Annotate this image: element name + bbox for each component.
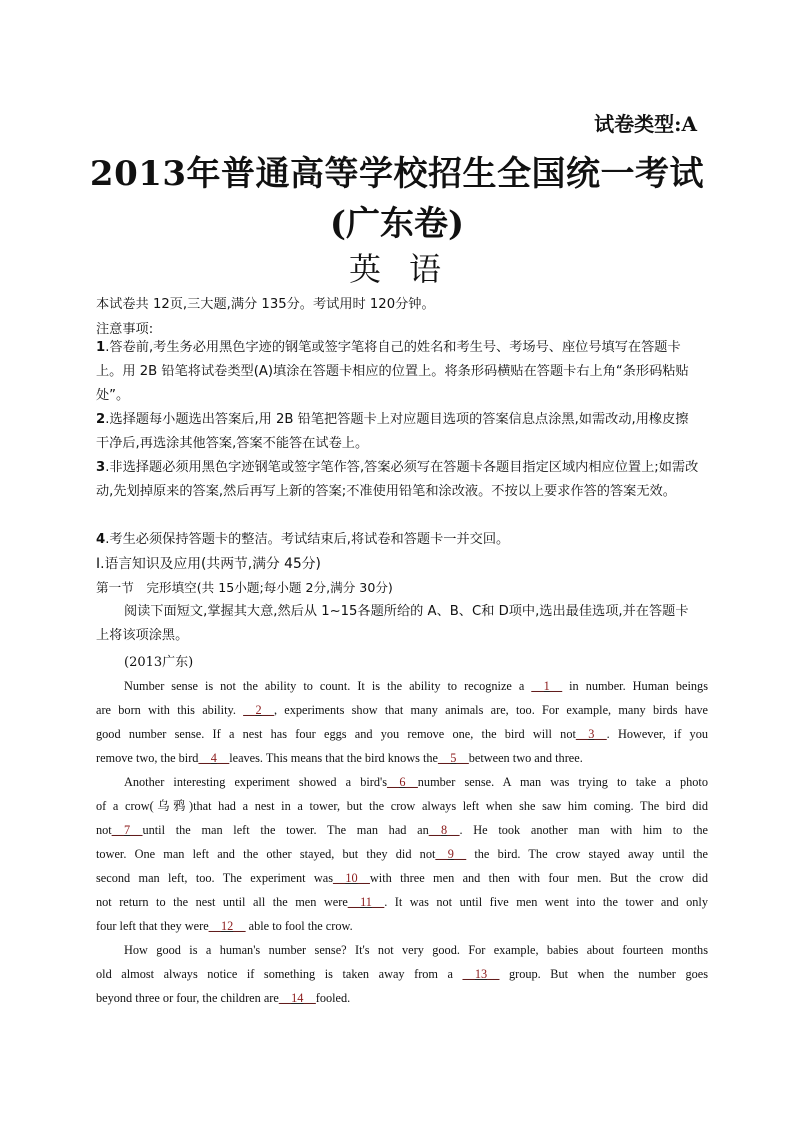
exam-subtitle: (广东卷) [329, 204, 465, 244]
passage-text: beyond three or four, the children are [96, 991, 279, 1005]
passage-text: second man left, too. The experiment was [96, 871, 334, 885]
subject-title: 英语 [348, 250, 469, 288]
notes-heading: 注意事项: [96, 322, 154, 337]
note-item: 4.考生必须保持答题卡的整洁。考试结束后,将试卷和答题卡一并交回。 [96, 532, 510, 547]
passage-line [96, 866, 708, 890]
cloze-blank: __2__ [243, 703, 274, 717]
note-item: 3.非选择题必须用黑色字迹钢笔或签字笔作答,答案必须写在答题卡各题目指定区域内相应位置上;如需改动,先划掉原来的答案,然后再写上新的答案;不准使用铅笔和涂改液。不按以上要求作答的答案无效。 [96, 460, 699, 499]
paper-type-label: 试卷类型:A [594, 112, 697, 136]
passage-paragraph-2 [96, 770, 708, 938]
passage-line [96, 674, 708, 698]
passage-line [96, 914, 708, 938]
passage-text: the bird. The crow stayed away until the [466, 847, 709, 861]
passage-text: , experiments show that many animals are, too. For example, many birds have [273, 703, 709, 717]
passage-text: remove two, the bird [96, 751, 199, 765]
cloze-blank: __4__ [198, 751, 230, 765]
passage-text: are born with this ability. [96, 703, 244, 717]
passage-text: of a crow(乌鸦)that had a nest in a tower, but the crow always left when she saw him coming. The bird did [96, 799, 708, 813]
passage-line [96, 890, 708, 914]
passage-text: fooled. [315, 991, 351, 1005]
section-heading: Ⅰ.语言知识及应用(共两节,满分 45分) [96, 556, 321, 572]
cloze-blank: __8__ [428, 823, 460, 837]
passage-text: group. But when the number goes [499, 967, 708, 981]
subsection-heading: 第一节 完形填空(共 15小题;每小题 2分,满分 30分) [96, 580, 393, 595]
cloze-blank: __13__ [462, 967, 500, 981]
passage-text: four left that they were [96, 919, 209, 933]
passage-text: tower. One man left and the other stayed, but they did not [96, 847, 436, 861]
cloze-blank: __11__ [347, 895, 385, 909]
passage-text: old almost always notice if something is taken away from a [96, 967, 463, 981]
cloze-blank: __10__ [333, 871, 370, 885]
passage-paragraph-3 [96, 938, 708, 1010]
passage-text: leaves. This means that the bird knows the [229, 751, 438, 765]
passage-text: in number. Human beings [562, 679, 708, 693]
cloze-blank: __1__ [531, 679, 563, 693]
passage-line [96, 722, 708, 746]
passage-text: with three men and then with four men. But the crow did [369, 871, 708, 885]
passage-text: able to fool the crow. [245, 919, 353, 933]
passage-text: until the man left the tower. The man had an [142, 823, 429, 837]
passage-text: . He took another man with him to the [459, 823, 708, 837]
passage-line [96, 746, 708, 770]
passage-paragraph-1 [96, 674, 708, 770]
passage-text: Number sense is not the ability to count. It is the ability to recognize a [124, 679, 532, 693]
exam-title: 2013年普通高等学校招生全国统一考试 [89, 154, 705, 194]
passage-text: good number sense. If a nest has four eggs and you remove one, the bird will not [96, 727, 576, 741]
passage-line [96, 842, 708, 866]
cloze-blank: __3__ [575, 727, 607, 741]
passage-text: How good is a human's number sense? It's not very good. For example, babies about fourteen months [124, 943, 708, 957]
passage-line [96, 794, 708, 818]
passage-text: not [96, 823, 112, 837]
cloze-instruction: 阅读下面短文,掌握其大意,然后从 1~15各题所给的 A、B、C和 D项中,选出最佳选项,并在答题卡上将该项涂黑。 [96, 604, 689, 643]
passage-text: Another interesting experiment showed a bird's [124, 775, 388, 789]
cloze-blank: __9__ [435, 847, 467, 861]
passage-line [96, 698, 708, 722]
passage-text: between two and three. [468, 751, 583, 765]
cloze-blank: __5__ [437, 751, 469, 765]
passage-line [96, 986, 708, 1010]
cloze-blank: __12__ [208, 919, 246, 933]
cloze-blank: __7__ [111, 823, 143, 837]
passage-text: . It was not until five men went into the tower and only [384, 895, 708, 909]
cloze-blank: __6__ [387, 775, 418, 789]
passage-line [96, 818, 708, 842]
note-item: 1.答卷前,考生务必用黑色字迹的钢笔或签字笔将自己的姓名和考生号、考场号、座位号填写在答题卡上。用 2B 铅笔将试卷类型(A)填涂在答题卡相应的位置上。将条形码横贴在答题卡右上角“条形码粘贴处”。 [96, 340, 689, 403]
note-item: 2.选择题每小题选出答案后,用 2B 铅笔把答题卡上对应题目选项的答案信息点涂黑,如需改动,用橡皮擦干净后,再选涂其他答案,答案不能答在试卷上。 [96, 412, 689, 451]
passage-line [96, 938, 708, 962]
passage-line [96, 770, 708, 794]
cloze-blank: __14__ [278, 991, 316, 1005]
exam-intro: 本试卷共 12页,三大题,满分 135分。考试用时 120分钟。 [96, 297, 435, 312]
passage-text: . However, if you [606, 727, 708, 741]
passage-text: number sense. A man was trying to take a photo [417, 775, 708, 789]
passage-text: not return to the nest until all the men were [96, 895, 348, 909]
passage-source: (2013广东) [124, 655, 194, 670]
passage-line [96, 962, 708, 986]
